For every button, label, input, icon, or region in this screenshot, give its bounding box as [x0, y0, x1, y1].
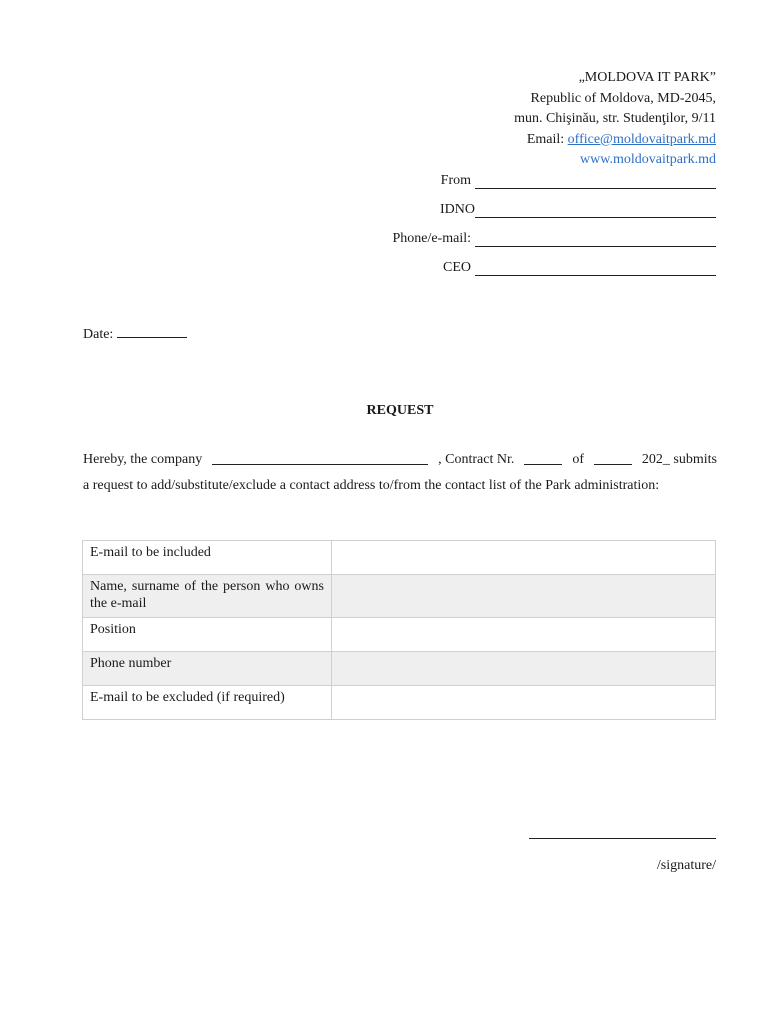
ceo-label: CEO — [443, 260, 471, 275]
company-blank-line[interactable] — [212, 452, 428, 465]
phone-email-label: Phone/e-mail: — [392, 231, 471, 246]
from-field — [441, 171, 716, 189]
signature-caption: /signature/ — [656, 858, 716, 873]
row-label: Name, surname of the person who owns the e-mail — [83, 575, 332, 618]
contract-text: , Contract Nr. — [438, 452, 515, 467]
row-label: E-mail to be included — [83, 541, 332, 575]
contract-number-blank-line[interactable] — [524, 452, 562, 465]
idno-label: IDNO — [440, 202, 475, 217]
recipient-address-block — [514, 68, 716, 171]
row-value-cell[interactable] — [332, 618, 716, 652]
email-link[interactable]: office@moldovaitpark.md — [567, 131, 716, 147]
date-field — [83, 325, 187, 343]
idno-blank-line[interactable] — [475, 203, 716, 218]
of-text: of — [572, 452, 584, 467]
recipient-org: „MOLDOVA IT PARK” — [578, 70, 716, 85]
website-link[interactable]: www.moldovaitpark.md — [580, 152, 716, 167]
ceo-blank-line[interactable] — [475, 261, 716, 276]
contract-date-blank-line[interactable] — [594, 452, 632, 465]
from-label: From — [440, 173, 471, 188]
idno-field — [440, 200, 716, 218]
request-paragraph-line1 — [83, 452, 717, 468]
signature-line[interactable] — [529, 838, 716, 839]
row-value-cell[interactable] — [332, 686, 716, 720]
row-label: E-mail to be excluded (if required) — [83, 686, 332, 720]
table-row — [83, 575, 716, 618]
document-title: REQUEST — [366, 403, 434, 418]
contact-details-table — [82, 540, 716, 720]
table-row — [83, 686, 716, 720]
recipient-address-line2: mun. Chişinău, str. Studenţilor, 9/11 — [514, 111, 716, 126]
from-blank-line[interactable] — [475, 174, 716, 189]
row-label: Position — [83, 618, 332, 652]
email-label: Email: — [526, 131, 568, 147]
row-label: Phone number — [83, 652, 332, 686]
row-value-cell[interactable] — [332, 575, 716, 618]
recipient-address-line1: Republic of Moldova, MD-2045, — [530, 90, 716, 106]
table-row — [83, 618, 716, 652]
request-paragraph-line2: a request to add/substitute/exclude a contact address to/from the contact list of the Park administration: — [83, 478, 660, 493]
phone-email-field — [392, 229, 716, 247]
phone-email-blank-line[interactable] — [475, 232, 716, 247]
date-label: Date: — [83, 327, 114, 342]
ceo-field — [443, 258, 716, 276]
table-row — [83, 541, 716, 575]
year-submits-text: 202_ submits — [641, 452, 717, 467]
row-value-cell[interactable] — [332, 652, 716, 686]
row-value-cell[interactable] — [332, 541, 716, 575]
table-row — [83, 652, 716, 686]
hereby-text: Hereby, the company — [83, 452, 203, 467]
recipient-email-line — [514, 130, 716, 151]
date-blank-line[interactable] — [117, 325, 187, 338]
